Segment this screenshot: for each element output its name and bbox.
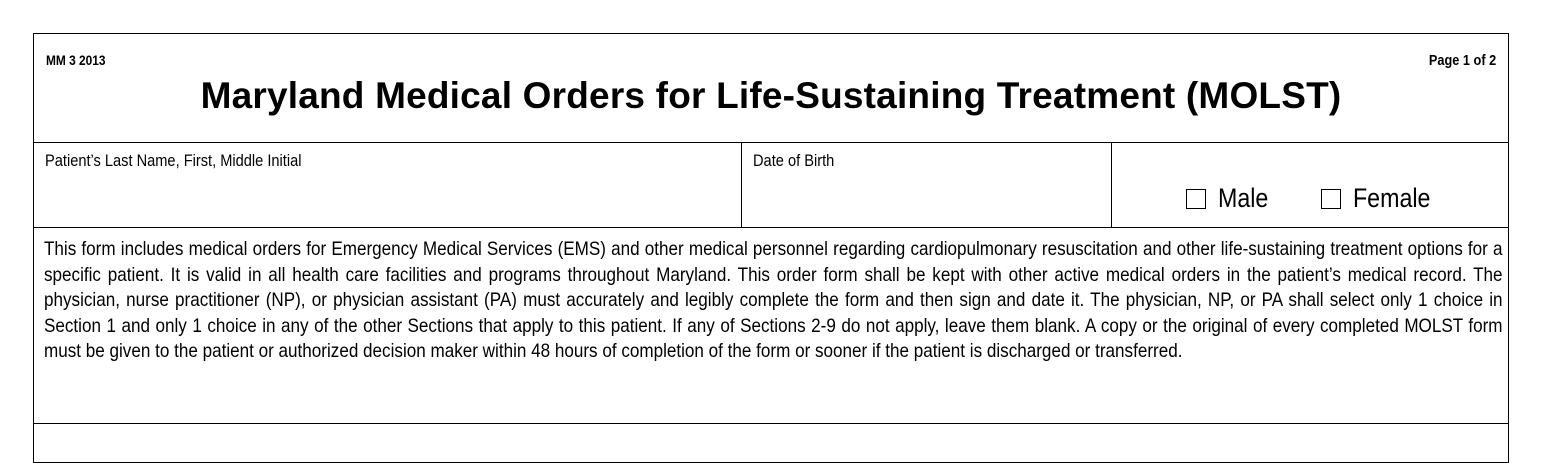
male-label: Male [1218,183,1269,213]
patient-info-row [34,143,1508,228]
male-checkbox[interactable] [1186,189,1206,209]
date-of-birth-field[interactable] [742,143,1112,227]
date-of-birth-label: Date of Birth [753,151,835,170]
form-title: Maryland Medical Orders for Life-Sustaining Treatment (MOLST) [200,75,1342,116]
female-label: Female [1353,183,1431,213]
instructions-text: This form includes medical orders for Emergency Medical Services (EMS) and other medical personnel regarding cardiopulmonary resuscitation and other life-sustaining treatment options for a specific patient. It is valid in all health care facilities and programs throughout Maryland. This order form shall be kept with other active medical orders in the patient’s medical record. The physician, nurse practitioner (NP), or physician assistant (PA) must accurately and legibly complete the form and then sign and date it. The physician, NP, or PA shall select only 1 choice in Section 1 and only 1 choice in any of the other Sections that apply to this patient. If any of Sections 2-9 do not apply, leave them blank. A copy or the original of every completed MOLST form must be given to the patient or authorized decision maker within 48 hours of completion of the form or sooner if the patient is discharged or transferred. [44,238,1503,363]
male-option[interactable] [1186,183,1277,214]
page-number: Page 1 of 2 [1428,52,1496,69]
molst-form [33,33,1509,463]
female-checkbox[interactable] [1321,189,1341,209]
form-header [34,34,1508,143]
sex-field [1112,143,1508,227]
female-option[interactable] [1321,183,1443,214]
patient-name-field[interactable] [34,143,742,227]
form-code: MM 3 2013 [46,52,106,68]
instructions-section [34,228,1508,424]
patient-name-label: Patient’s Last Name, First, Middle Initial [45,151,302,170]
